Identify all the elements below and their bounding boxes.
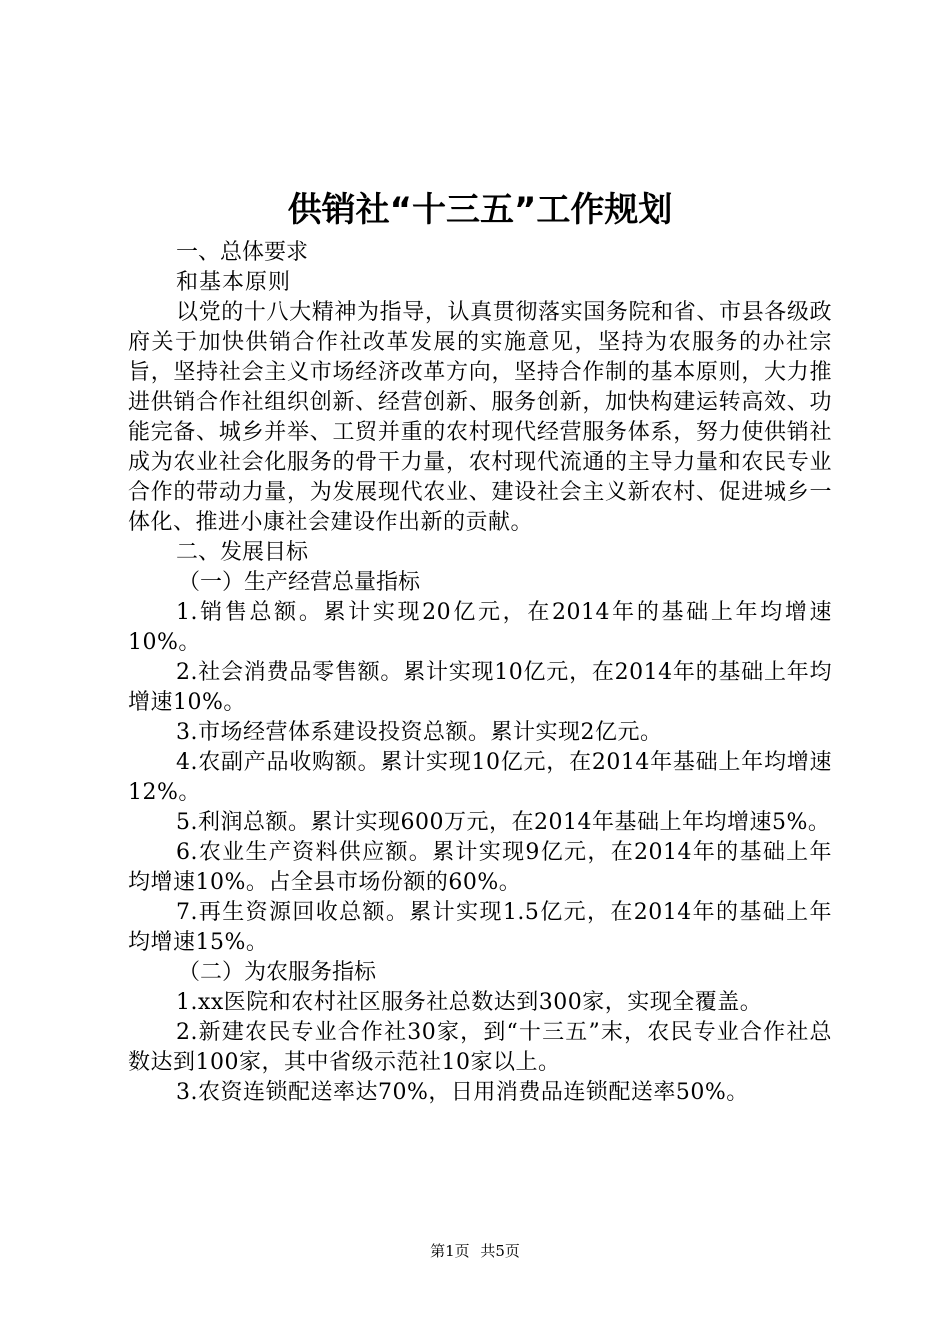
list-item: 6.农业生产资料供应额。累计实现9亿元，在2014年的基础上年均增速10%。占全县市场份额的60%。 [128, 840, 832, 895]
list-item: 1.xx医院和农村社区服务社总数达到300家，实现全覆盖。 [176, 990, 763, 1015]
list-item: 7.再生资源回收总额。累计实现1.5亿元，在2014年的基础上年均增速15%。 [128, 900, 832, 955]
list-item: 1.销售总额。累计实现20亿元，在2014年的基础上年均增速10%。 [128, 600, 832, 655]
document-title: 供销社“十三五”工作规划 [287, 190, 673, 230]
section-paragraph-overall: 以党的十八大精神为指导，认真贯彻落实国务院和省、市县各级政府关于加快供销合作社改革发展的实施意见，坚持为农服务的办社宗旨，坚持社会主义市场经济改革方向，坚持合作制的基本原则，大力推进供销合作社组织创新、经营创新、服务创新，加快构建运转高效、功能完备、城乡并举、工贸并重的农村现代经营服务体系，努力使供销社成为农业社会化服务的骨干力量，农村现代流通的主导力量和农民专业合作的带动力量，为发展现代农业、建设社会主义新农村、促进城乡一体化、推进小康社会建设作出新的贡献。 [128, 300, 832, 535]
document-body [128, 188, 832, 1108]
page-footer [0, 1241, 950, 1261]
subsection-heading-service: （二）为农服务指标 [178, 960, 377, 985]
list-item: 2.社会消费品零售额。累计实现10亿元，在2014年的基础上年均增速10%。 [128, 660, 832, 715]
list-item: 2.新建农民专业合作社30家，到“十三五”末，农民专业合作社总数达到100家，其中省级示范社10家以上。 [128, 1020, 832, 1075]
section-subheading-principles: 和基本原则 [176, 270, 292, 295]
page-number: 第1页 [430, 1242, 470, 1260]
list-item: 3.市场经营体系建设投资总额。累计实现2亿元。 [176, 720, 663, 745]
subsection-heading-production: （一）生产经营总量指标 [178, 570, 421, 595]
section-heading-overall: 一、总体要求 [176, 240, 309, 265]
section-heading-goals: 二、发展目标 [176, 540, 309, 565]
list-item: 3.农资连锁配送率达70%，日用消费品连锁配送率50%。 [176, 1080, 749, 1105]
list-item: 5.利润总额。累计实现600万元，在2014年基础上年均增速5%。 [176, 810, 831, 835]
list-item: 4.农副产品收购额。累计实现10亿元，在2014年基础上年均增速12%。 [128, 750, 832, 805]
page-total: 共5页 [480, 1242, 520, 1260]
